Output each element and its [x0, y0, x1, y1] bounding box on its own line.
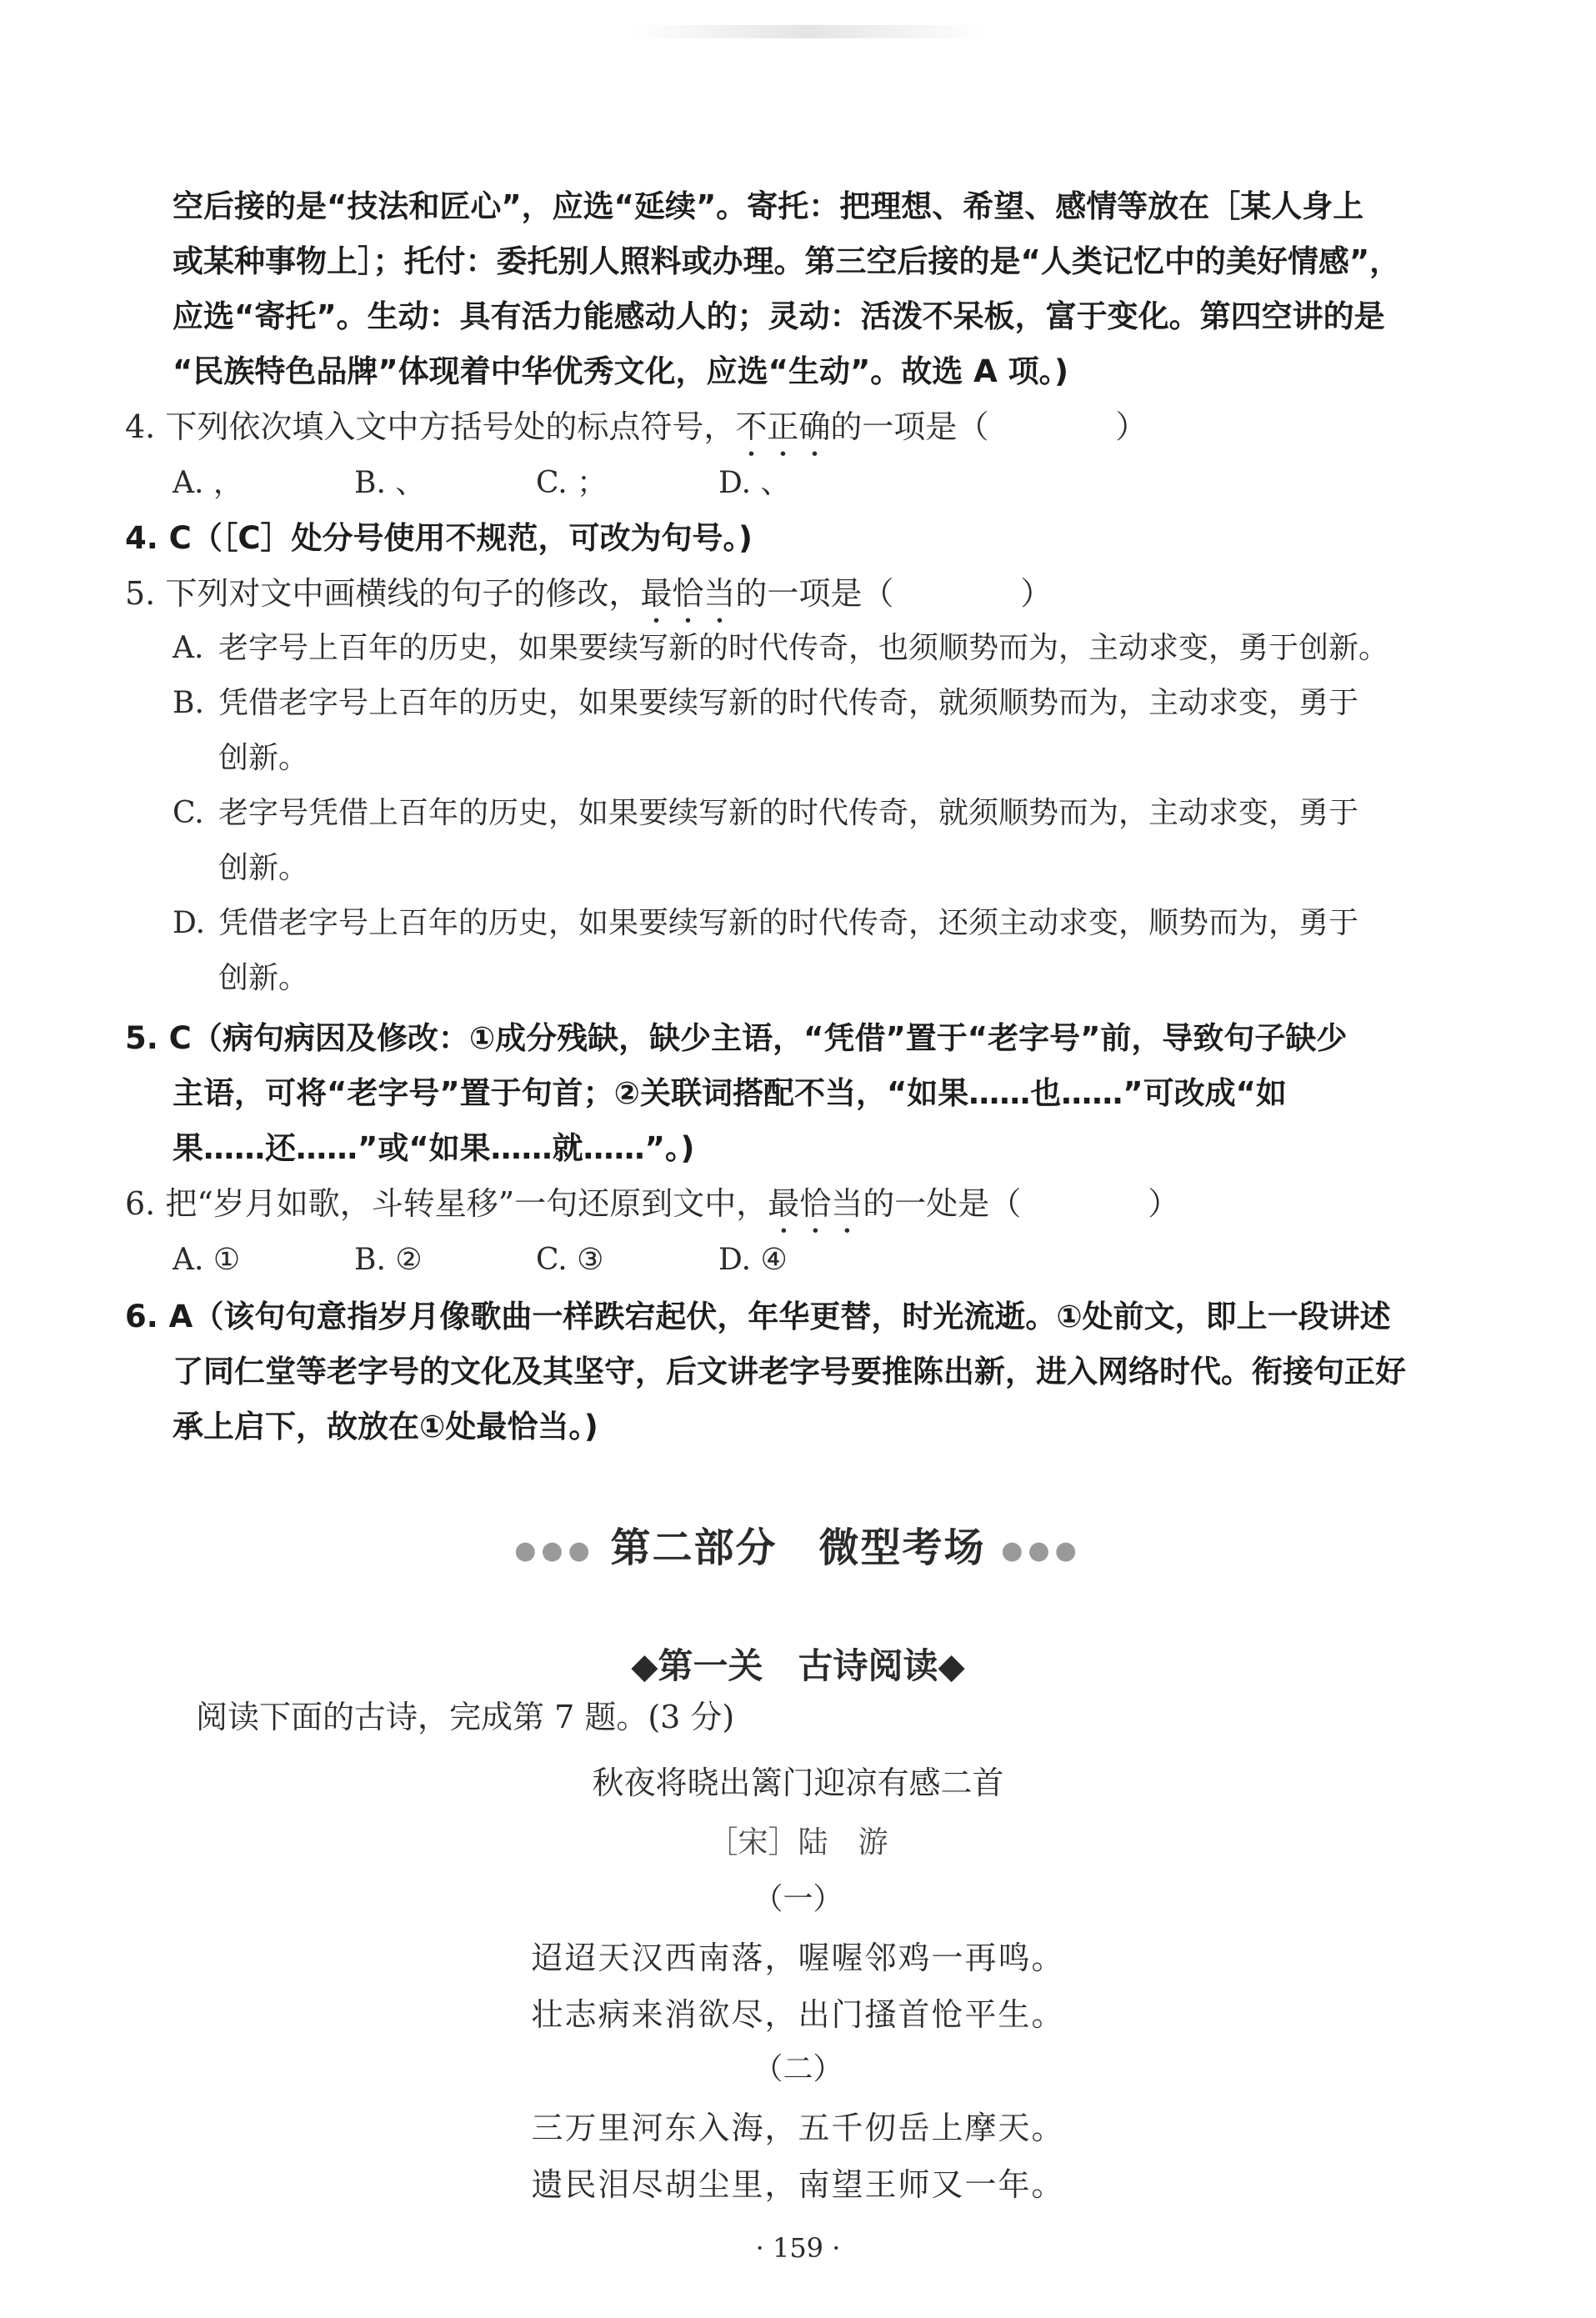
q6-answer-line-3: 承上启下，故放在①处最恰当。)	[173, 1409, 598, 1444]
explanation-line-1: 空后接的是“技法和匠心”，应选“延续”。寄托：把理想、希望、感情等放在［某人身上	[173, 188, 1364, 224]
question-4	[125, 402, 1147, 463]
explanation-line-2: 或某种事物上］；托付：委托别人照料或办理。第三空后接的是“人类记忆中的美好情感”，	[173, 243, 1401, 279]
q4-option-d: D. 、	[718, 466, 791, 500]
level-heading: ◆第一关 古诗阅读◆	[631, 1645, 965, 1686]
q5-option-c-text: 老字号凭借上百年的历史，如果要续写新的时代传奇，就须顺势而为，主动求变，勇于	[218, 796, 1359, 830]
poem-section-2-label: （二）	[753, 2052, 843, 2086]
q4-option-a: A. ，	[173, 466, 243, 500]
part-heading-text: 第二部分 微型考场	[610, 1524, 986, 1571]
q6-option-a: A. ①	[173, 1243, 241, 1277]
q6-answer-line-2: 了同仁堂等老字号的文化及其坚守，后文讲老字号要推陈出新，进入网络时代。衔接句正好	[173, 1354, 1406, 1389]
emphasis-text: 最恰当	[768, 1185, 863, 1222]
poem-title: 秋夜将晓出篱门迎凉有感二首	[592, 1765, 1004, 1801]
poem-line: 遗民泪尽胡尘里，南望王师又一年。	[531, 2166, 1065, 2203]
question-number: 6.	[125, 1185, 156, 1222]
q6-option-d: D. ④	[718, 1243, 788, 1277]
question-stem: 下列对文中画横线的句子的修改，	[165, 575, 641, 612]
question-number: 5.	[125, 575, 156, 612]
reading-instruction: 阅读下面的古诗，完成第 7 题。(3 分)	[196, 1699, 735, 1735]
q5-option-b-text-cont: 创新。	[218, 741, 309, 775]
page-number: · 159 ·	[755, 2232, 841, 2264]
explanation-line-4: “民族特色品牌”体现着中华优秀文化，应选“生动”。故选 A 项。)	[173, 353, 1069, 389]
question-stem-end: 的一处是（ ）	[863, 1185, 1180, 1222]
q4-answer: 4. C（［C］处分号使用不规范，可改为句号。)	[125, 520, 753, 556]
question-stem-end: 的一项是（ ）	[735, 575, 1053, 612]
poem-line: 三万里河东入海，五千仞岳上摩天。	[531, 2110, 1065, 2146]
question-stem-end: 的一项是（ ）	[830, 408, 1148, 445]
poem-line: 壮志病来消欲尽，出门搔首怆平生。	[531, 1996, 1065, 2033]
q5-option-a-label: A.	[173, 631, 204, 665]
question-number: 4.	[125, 408, 156, 445]
question-5	[125, 568, 1052, 630]
q5-answer-line-1: 5. C（病句病因及修改：①成分残缺，缺少主语，“凭借”置于“老字号”前，导致句子缺少	[125, 1020, 1348, 1056]
question-6	[125, 1179, 1179, 1240]
q5-option-d-text-cont: 创新。	[218, 961, 309, 995]
q5-answer-line-3: 果……还……”或“如果……就……”。)	[173, 1130, 695, 1166]
emphasis-text: 最恰当	[640, 575, 736, 612]
q5-option-c-label: C.	[173, 796, 204, 830]
explanation-line-3: 应选“寄托”。生动：具有活力能感动人的；灵动：活泼不呆板，富于变化。第四空讲的是	[173, 298, 1385, 334]
poem-author: ［宋］陆 游	[708, 1825, 888, 1860]
heading-dots-left: ●●●	[514, 1536, 595, 1565]
q5-option-d-label: D.	[173, 906, 206, 940]
emphasis-text: 不正确	[735, 408, 831, 445]
question-stem: 下列依次填入文中方括号处的标点符号，	[165, 408, 736, 445]
heading-dots-right: ●●●	[1001, 1536, 1082, 1565]
q4-option-c: C. ；	[536, 466, 608, 500]
q5-option-a-text: 老字号上百年的历史，如果要续写新的时代传奇，也须顺势而为，主动求变，勇于创新。	[218, 631, 1389, 665]
part-heading	[0, 1515, 1596, 1574]
q4-option-b: B. 、	[354, 466, 426, 500]
q5-option-c-text-cont: 创新。	[218, 851, 309, 885]
q5-option-b-label: B.	[173, 686, 204, 720]
question-stem: 把“岁月如歌，斗转星移”一句还原到文中，	[165, 1185, 768, 1222]
q6-option-c: C. ③	[536, 1243, 604, 1277]
q6-option-b: B. ②	[354, 1243, 423, 1277]
q5-option-d-text: 凭借老字号上百年的历史，如果要续写新的时代传奇，还须主动求变，顺势而为，勇于	[218, 906, 1359, 940]
scan-smudge	[633, 25, 983, 38]
q6-answer-line-1: 6. A（该句句意指岁月像歌曲一样跌宕起伏，年华更替，时光流逝。①处前文，即上一段讲述	[125, 1299, 1391, 1334]
q5-option-b-text: 凭借老字号上百年的历史，如果要续写新的时代传奇，就须顺势而为，主动求变，勇于	[218, 686, 1359, 720]
poem-line: 迢迢天汉西南落，喔喔邻鸡一再鸣。	[531, 1940, 1065, 1976]
q5-answer-line-2: 主语，可将“老字号”置于句首；②关联词搭配不当，“如果……也……”可改成“如	[173, 1075, 1287, 1111]
poem-section-1-label: （一）	[753, 1882, 843, 1916]
